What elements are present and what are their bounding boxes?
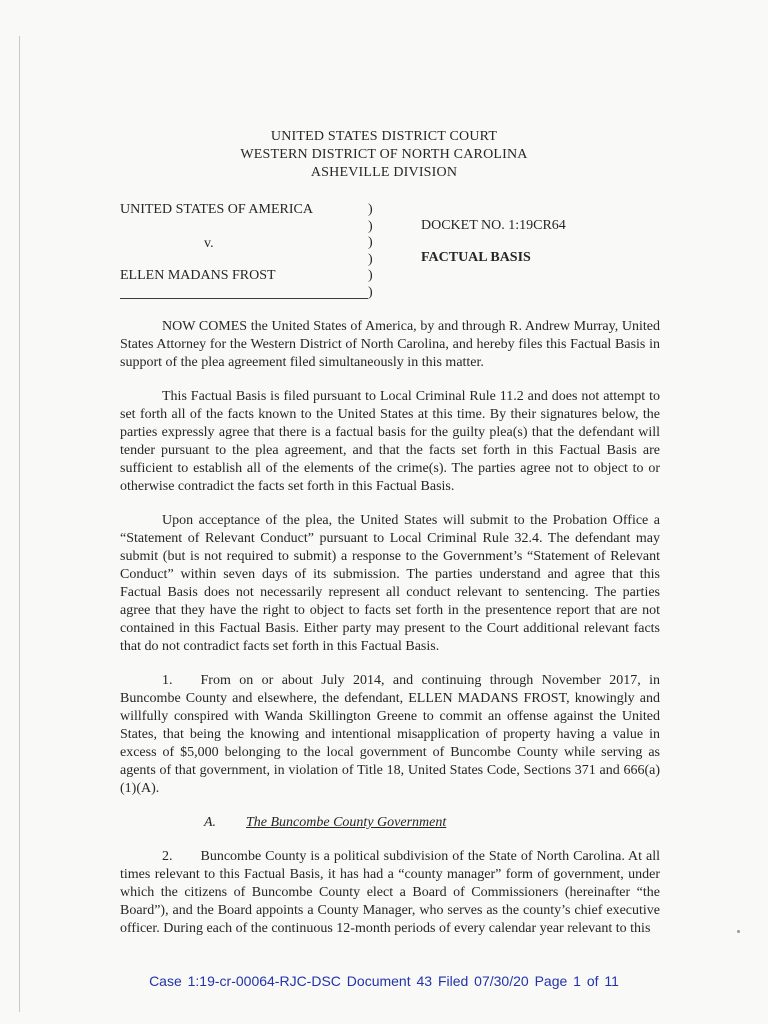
caption-paren: ) [368,284,373,300]
division-name: ASHEVILLE DIVISION [310,165,458,180]
scan-edge-line [19,36,20,1012]
court-header [0,128,768,182]
paragraph-intro: NOW COMES the United States of America, by and through R. Andrew Murray, United States Attorney for the Western District of North Carolina, and hereby files this Factual Basis in support of the plea agreement filed simultaneously in this matter. [120,319,660,370]
section-heading [120,814,660,832]
caption-paren: ) [368,268,373,283]
section-title: The Buncombe County Government [246,815,447,830]
paragraph-rule-11-2: This Factual Basis is filed pursuant to Local Criminal Rule 11.2 and does not attempt to set forth all of the facts known to the United States at this time. By their signatures below, the parties expressly agree that there is a factual basis for the guilty plea(s) that the defendant will tender pursuant to the plea agreement, and that the facts set forth in this Factual Basis are sufficient to establish all of the elements of the crime(s). The parties agree not to object to or otherwise contradict the facts set forth in this Factual Basis. [120,389,660,494]
document-body [120,318,660,954]
caption-paren: ) [368,235,373,250]
caption-paren: ) [368,202,373,217]
filing-stamp: Case 1:19-cr-00064-RJC-DSC Document 43 Filed 07/30/20 Page 1 of 11 [149,973,619,989]
paragraph-1: 1. From on or about July 2014, and continuing through November 2017, in Buncombe County and elsewhere, the defendant, ELLEN MADANS FROST, knowingly and willfully conspired with Wanda Skillington Greene to commit an offense against the United States, that being the knowing and intentional misapplication of property having a value in excess of $5,000 belonging to the local government of Buncombe County while serving as agents of that government, in violation of Title 18, United States Code, Sections 371 and 666(a)(1)(A). [120,673,660,796]
paragraph-relevant-conduct: Upon acceptance of the plea, the United States will submit to the Probation Office a “Statement of Relevant Conduct” pursuant to Local Criminal Rule 32.4. The defendant may submit (but is not required to submit) a response to the Government’s “Statement of Relevant Conduct” within seven days of its submission. The parties understand and agree that this Factual Basis does not necessarily represent all conduct relevant to sentencing. The parties agree that they have the right to object to facts set forth in the presentence report that are not contained in this Factual Basis. Either party may present to the Court additional relevant facts that do not contradict facts set forth in this Factual Basis. [120,513,660,654]
court-name: UNITED STATES DISTRICT COURT [270,129,498,144]
document-title: FACTUAL BASIS [421,250,531,265]
scan-speck [737,930,740,933]
caption-paren: ) [368,218,373,234]
versus-label: v. [204,236,214,251]
caption-rule [120,298,368,299]
district-name: WESTERN DISTRICT OF NORTH CAROLINA [240,147,528,162]
section-letter: A. [204,815,217,830]
caption-parentheses [368,202,373,301]
plaintiff-name: UNITED STATES OF AMERICA [120,202,313,217]
caption-paren: ) [368,251,373,267]
paragraph-2: 2. Buncombe County is a political subdivision of the State of North Carolina. At all times relevant to this Factual Basis, it has had a “county manager” form of government, under which the citizens of Buncombe County elect a Board of Commissioners (hereinafter “the Board”), and the Board appoints a County Manager, who serves as the county’s chief executive officer. During each of the continuous 12-month periods of every calendar year relevant to this [120,849,660,936]
docket-number: DOCKET NO. 1:19CR64 [421,218,566,233]
defendant-name: ELLEN MADANS FROST [120,268,276,283]
